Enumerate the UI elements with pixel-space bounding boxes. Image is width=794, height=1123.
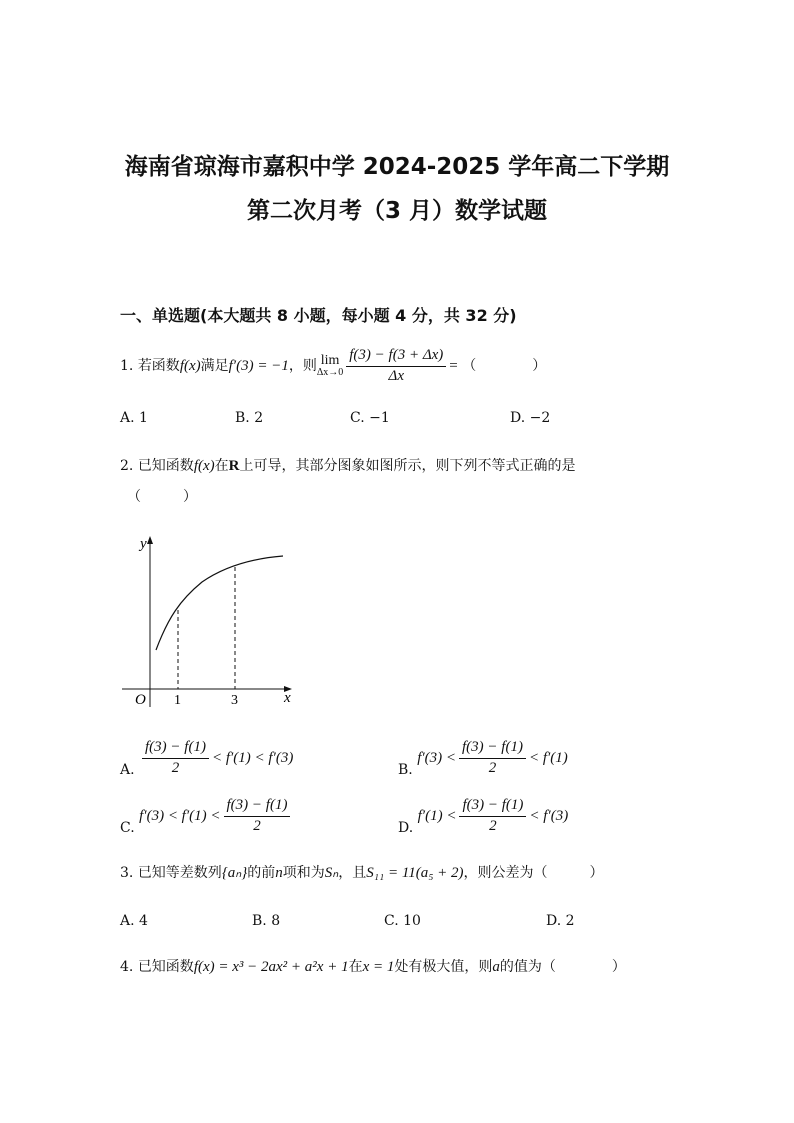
option-a: A. 1 [120,410,148,426]
question-text: 已知等差数列 [137,865,222,881]
fraction: $\frac{f(3) - f(1)}{2}$ [459,739,526,777]
answer-blank: （ ） [127,489,197,505]
option-d [398,794,568,838]
tick-label-3: 3 [231,693,238,708]
tick-label-1: 1 [174,693,181,708]
math-expr: n [275,865,283,881]
fraction: $\frac{f(3) - f(1)}{2}$ [459,797,526,835]
question-3 [120,862,604,882]
option-label: C. [120,820,135,836]
math-expr: f(x) = x³ − 2ax² + a²x + 1 [193,959,349,975]
question-text: 若函数 [137,358,180,374]
question-text: 在 [348,959,363,975]
math-expr: f(x) [179,358,201,374]
answer-blank: （ ） [462,358,547,374]
math-expr: f′(3) < f′(1) < [139,808,221,824]
math-expr: Sₙ [324,865,339,881]
math-expr: < f′(1) < f′(3) [211,750,294,766]
question-text: 已知函数 [137,458,194,474]
y-axis-label: y [140,536,147,552]
question-2 [120,455,575,475]
function-graph [118,530,308,710]
fraction: $\frac{f(3) - f(1)}{2}$ [224,797,291,835]
question-text: 项和为 [282,865,325,881]
x-axis-label: x [284,690,291,706]
math-expr: = [449,358,458,374]
question-number: 3. [120,865,134,881]
question-text: ，则 [288,358,317,374]
question-1 [120,346,546,386]
question-text: 在 [214,458,229,474]
question-text: 上可导，其部分图象如图所示，则下列不等式正确的是 [239,458,576,474]
question-text: 的前 [247,865,276,881]
question-text: ，则公差为（ ） [463,865,604,881]
y-axis-arrow [147,536,153,544]
math-expr: < f′(3) [529,808,569,824]
question-text: 已知函数 [137,959,194,975]
function-curve [156,556,283,650]
option-a [120,736,293,780]
question-4 [120,956,626,976]
math-expr: R [228,458,240,474]
question-number: 1. [120,358,134,374]
option-a: A. 4 [120,913,148,929]
option-d: D. 2 [546,913,575,929]
option-d: D. −2 [510,410,551,426]
section-heading: 一、单选题(本大题共 8 小题，每小题 4 分，共 32 分) [120,306,517,325]
math-expr: f′(3) < [417,750,457,766]
question-text: 处有极大值，则 [394,959,493,975]
math-expr: x = 1 [362,959,395,975]
limit-operator: lim Δx→0 [316,353,344,378]
option-b [398,736,568,780]
question-text: 满足 [200,358,229,374]
page-title: 海南省琼海市嘉积中学 2024-2025 学年高二下学期 [124,154,670,180]
option-b: B. 2 [235,410,264,426]
math-expr: f(x) [193,458,215,474]
option-label: D. [398,820,414,836]
math-expr: f′(3) = −1 [228,358,289,374]
question-number: 2. [120,458,134,474]
option-b: B. 8 [252,913,281,929]
fraction: $\frac{f(3) - f(1)}{2}$ [142,739,209,777]
option-c [120,794,293,838]
origin-label: O [135,692,146,708]
math-expr: < f′(1) [528,750,568,766]
question-text: ，且 [338,865,367,881]
math-expr: {aₙ} [221,865,248,881]
option-c: C. 10 [384,913,421,929]
math-expr: S₁₁ = 11(a₅ + 2) [366,865,464,881]
option-label: A. [120,762,135,778]
fraction: $\frac{f(3) - f(3 + \Delta x)}{\Delta x}$ [346,347,446,385]
question-number: 4. [120,959,134,975]
option-label: B. [398,762,413,778]
option-c: C. −1 [350,410,390,426]
math-expr: f′(1) < [417,808,457,824]
math-expr: a [492,959,500,975]
page-subtitle: 第二次月考（3 月）数学试题 [246,198,547,224]
question-text: 的值为（ ） [499,959,626,975]
